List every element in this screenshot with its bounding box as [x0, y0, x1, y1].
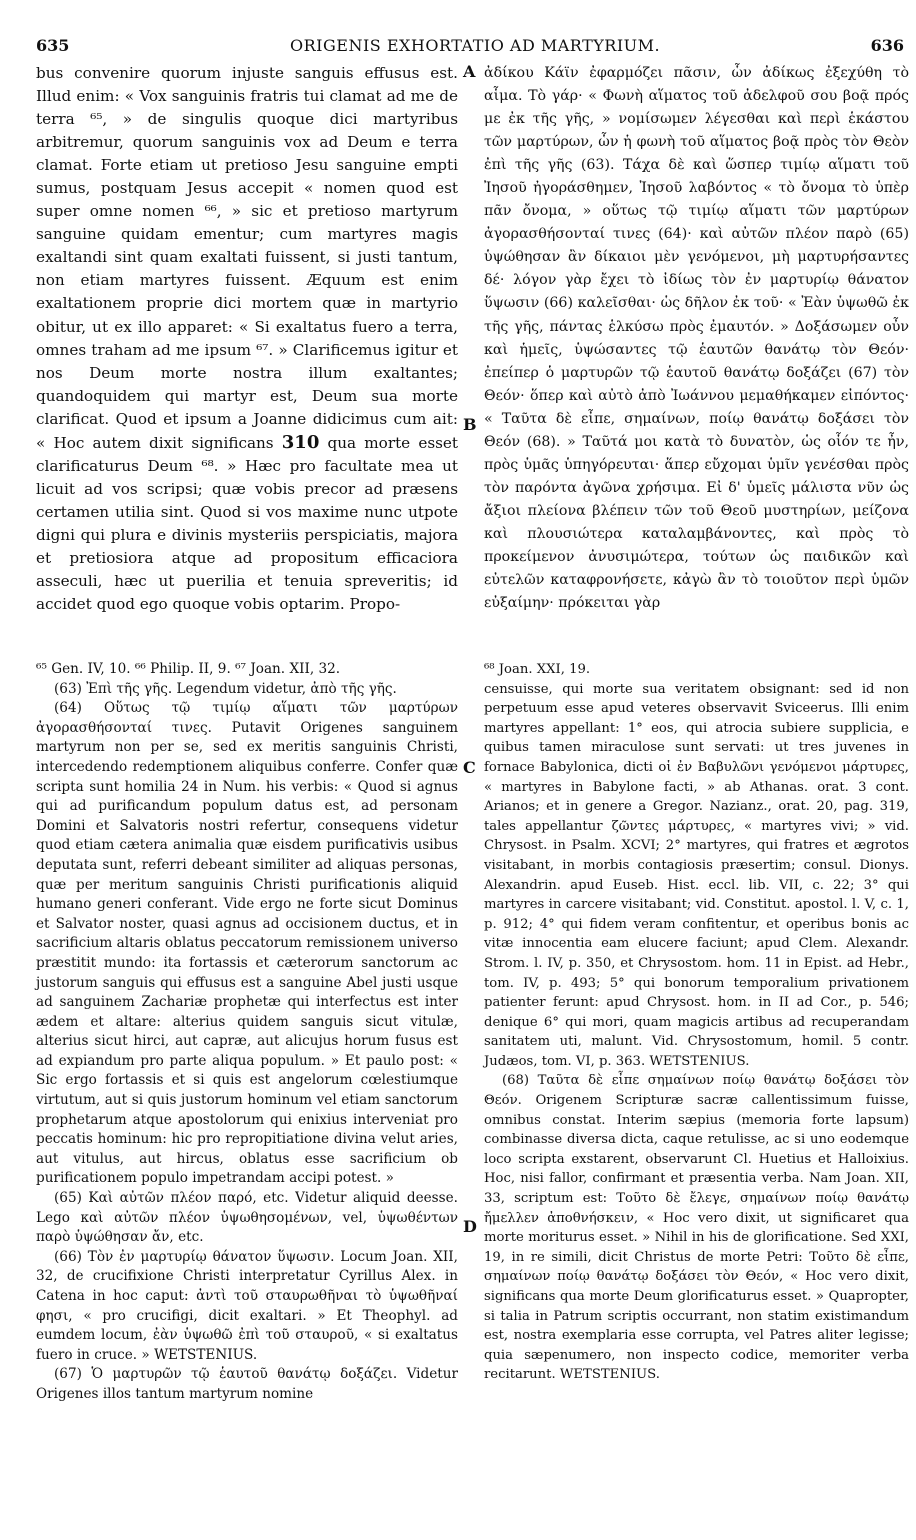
section-marker-b: B [463, 415, 477, 434]
note-64: (64) Οὕτως τῷ τιμίῳ αἵματι τῶν μαρτύρων ἀγορασθήσονταί τινες. Putavit Origenes sanguinem martyrum non per se, sed ex meritis sanguinis Christi, intercedendo redemptionem aliquibus conferre. Confer quæ scripta sunt homilia 24 in Num. his verbis: « Quod si agnus qui ad purificandum populum datus est, ad personam Domini et Salvatoris nostri refertur, consequens videtur quod etiam cætera animalia quæ eisdem purificativis usibus deputata sunt, referri debeant similiter ad aliquas personas, quæ per meritum sanguinis Christi purificationis aliquid humano generi conferant. Vide ergo ne forte sicut Dominus et Salvator noster, quasi agnus ad occisionem ductus, et in sacrificium altaris oblatus peccatorum remissionem universo præstitit mundo: ita fortassis et cæterorum sanctorum ac justorum sanguis qui effusus est a sanguine Abel justi usque ad sanguinem Zachariæ prophetæ qui interfectus est inter ædem et altare: alterius quidem sanguis sicut vitulæ, alterius sicut hirci, aut capræ, aut alicujus horum fusus est ad expiandum pro parte aliqua populum. » Et paulo post: « Sic ergo fortassis et si quis est angelorum cœlestiumque virtutum, aut si quis justorum hominum vel etiam sanctorum prophetarum atque apostolorum qui enixius interveniat pro peccatis hominum: hic pro repropitiatione divina velut aries, aut vitulus, aut hircus, oblatus esse sacrificium ob purificationem populo impetrandam accipi potest. » [36, 700, 458, 1187]
latin-text-part-1: bus convenire quorum injuste sanguis effusus est. Illud enim: « Vox sanguinis fratris tui clamat ad me de terra ⁶⁵, » de singulis quoque dici martyribus arbitremur, quorum sanguinis vox ad Deum e terra clamat. Forte etiam ut pretioso Jesu sanguine empti sumus, postquam Jesus accepit « nomen quod est super omne nomen ⁶⁶, » sic et pretioso martyrum sanguine quidam ementur; cum martyres magis exaltandi sint quam exaltati fuissent, si justi tantum, non etiam martyres fuissent. Æquum est enim exaltationem proprie dici mortem quæ in martyrio obitur, ut ex illo apparet: « Si exaltatus fuero a terra, omnes traham ad me ipsum ⁶⁷. » Clarificemus igitur et nos Deum morte nostra illum exaltantes; quandoquidem qui martyr est, Deum sua morte clarificat. Quod et ipsum a Joanne didicimus cum ait: « Hoc autem dixit significans [36, 64, 458, 452]
footnotes-right [484, 660, 909, 1385]
note-67: (67) Ὁ μαρτυρῶν τῷ ἑαυτοῦ θανάτῳ δοξάζει. Videtur Origenes illos tantum martyrum nomine [36, 1366, 458, 1402]
latin-text-part-2: qua morte esset clarificaturus Deum ⁶⁸. » Hæc pro facultate mea ut licuit ad vos scripsi; quæ vobis precor ad præsens certamen utilia sint. Quod si vos maxime nunc utpote digni qui plura e divinis mysteriis perspiciatis, majora et pretiosiora atque ad propositum efficaciora asseculi, hæc ut puerilia et tenuia spreveritis; id accidet quod ego quoque vobis optarim. Propo- [36, 433, 459, 614]
scripture-refs-left: ⁶⁵ Gen. IV, 10. ⁶⁶ Philip. II, 9. ⁶⁷ Joan. XII, 32. [36, 661, 341, 677]
page-number-left: 635 [36, 36, 70, 55]
note-66: (66) Τὸν ἐν μαρτυρίῳ θάνατον ὕψωσιν. Locum Joan. XII, 32, de crucifixione Christi interpretatur Cyrillus Alex. in Catena in hoc caput: ἀντὶ τοῦ σταυρωθῆναι τὸ ὑψωθῆναί φησι, « pro crucifigi, dicit exaltari. » Et Theophyl. ad eumdem locum, ἐὰν ὑψωθῶ ἐπὶ τοῦ σταυροῦ, « si exaltatus fuero in cruce. » WETSTENIUS. [36, 1248, 458, 1363]
scripture-refs-right: ⁶⁸ Joan. XXI, 19. [484, 662, 591, 677]
latin-main-text [36, 62, 458, 616]
running-title: ORIGENIS EXHORTATIO AD MARTYRIUM. [290, 36, 661, 55]
note-67-continued: censuisse, qui morte sua veritatem obsignant: sed id non perpetuum esse apud veteres observavit Sviceerus. Illi enim martyres appellant: 1° eos, qui atrocia subiere supplicia, e quibus tamen miraculose sunt servati: ut tres juvenes in fornace Babylonica, dicti οἱ ἐν Βαβυλῶνι γενόμενοι μάρτυρες, « martyres in Babylone facti, » ab Athanas. orat. 3 cont. Arianos; et in genere a Gregor. Nazianz., orat. 20, pag. 319, tales appellantur ζῶντες μάρτυρες, « martyres vivi; » vid. Chrysost. in Psalm. XCVI; 2° martyres, qui fratres et ægrotos visitabant, in morbis contagiosis præsertim; consul. Dionys. Alexandrin. apud Euseb. Hist. eccl. lib. VII, c. 22; 3° qui martyres in carcere visitabant; vid. Constitut. apostol. l. V, c. 1, p. 912; 4° qui fidem veram confitentur, et operibus bonis ac vitæ innocentia eam elucere faciunt; apud Clem. Alexandr. Strom. l. IV, p. 350, et Chrysostom. hom. 11 in Epist. ad Hebr., tom. IV, p. 493; 5° qui bonorum temporalium privationem patienter ferunt: apud Chrysost. hom. in II ad Cor., p. 546; denique 6° qui mori, quam magicis artibus ad recuperandam sanitatem uti, malunt. Vid. Chrysostomum, homil. 5 contr. Judæos, tom. VI, p. 363. WETSTENIUS. [484, 681, 909, 1069]
greek-main-text [484, 62, 909, 615]
page-number-right: 636 [870, 36, 904, 55]
section-marker-c: C [463, 758, 476, 777]
section-marker-d: D [463, 1217, 477, 1236]
note-63: (63) Ἐπὶ τῆς γῆς. Legendum videtur, ἀπὸ τῆς γῆς. [54, 680, 397, 697]
note-65: (65) Καὶ αὐτῶν πλέον παρό, etc. Videtur aliquid deesse. Lego καὶ αὐτῶν πλέον ὑψωθησομένων, vel, ὑψωθέντων παρὸ ὑψώθησαν ἄν, etc. [36, 1190, 458, 1246]
section-marker-a: A [463, 62, 476, 81]
column-number: 310 [281, 431, 320, 453]
note-68: (68) Ταῦτα δὲ εἶπε σημαίνων ποίῳ θανάτῳ δοξάσει τὸν Θεόν. Origenem Scripturæ sacræ callentissimum fuisse, omnibus constat. Interim sæpius (memoria forte lapsum) combinasse diversa dicta, caque retulisse, ac si uno eodemque loco scripta exstarent, observarunt Cl. Huetius et Halloixius. Hoc, nisi fallor, confirmant et præsentia verba. Nam Joan. XII, 33, scriptum est: Τοῦτο δὲ ἔλεγε, σημαίνων ποίῳ θανάτῳ ἤμελλεν ἀποθνήσκειν, « Hoc vero dixit, ut significaret qua morte moriturus esset. » Nihil in his de glorificatione. Sed XXI, 19, in re simili, dicit Christus de morte Petri: Τοῦτο δὲ εἶπε, σημαίνων ποίῳ θανάτῳ δοξάσει τὸν Θεόν, « Hoc vero dixit, significans qua morte Deum glorificaturus esset. » Quapropter, si talia in Patrum scriptis occurrant, non statim existimandum est, nostra exemplaria esse corrupta, vel Patres aliter legisse; quia sæpenumero, non inspecto codice, memoriter verba recitarunt. WETSTENIUS. [484, 1073, 909, 1383]
footnotes-left [36, 660, 458, 1405]
greek-text: ἀδίκου Κάϊν ἐφαρμόζει πᾶσιν, ὧν ἀδίκως ἐξεχύθη τὸ αἷμα. Τὸ γάρ· « Φωνὴ αἵματος τοῦ ἀδελφοῦ σου βοᾷ πρός με ἐκ τῆς γῆς, » νομίσωμεν λέγεσθαι καὶ περὶ ἑκάστου τῶν μαρτύρων, ὧν ἡ φωνὴ τοῦ αἵματος βοᾷ πρὸς τὸν Θεὸν ἐπὶ τῆς γῆς (63). Τάχα δὲ καὶ ὥσπερ τιμίῳ αἵματι τοῦ Ἰησοῦ ἠγοράσθημεν, Ἰησοῦ λαβόντος « τὸ ὄνομα τὸ ὑπὲρ πᾶν ὄνομα, » οὕτως τῷ τιμίῳ αἵματι τῶν μαρτύρων ἀγορασθήσονταί τινες (64)· καὶ αὐτῶν πλέον παρὸ (65) ὑψώθησαν ἂν δίκαιοι μὲν γενόμενοι, μὴ μαρτυρήσαντες δέ· λόγον γὰρ ἔχει τὸ ἰδίως τὸν ἐν μαρτυρίῳ θάνατον ὕψωσιν (66) καλεῖσθαι· ὡς δῆλον ἐκ τοῦ· « Ἐὰν ὑψωθῶ ἐκ τῆς γῆς, πάντας ἑλκύσω πρὸς ἐμαυτόν. » Δοξάσωμεν οὖν καὶ ἡμεῖς, ὑψώσαντες τῷ ἑαυτῶν θανάτῳ τὸν Θεόν· ἐπείπερ ὁ μαρτυρῶν τῷ ἑαυτοῦ θανάτῳ δοξάζει (67) τὸν Θεόν· ὅπερ καὶ αὐτὸ ἀπὸ Ἰωάννου μεμαθήκαμεν εἰπόντος· « Ταῦτα δὲ εἶπε, σημαίνων, ποίῳ θανάτῳ δοξάσει τὸν Θεόν (68). » Ταῦτά μοι κατὰ τὸ δυνατὸν, ὡς οἷόν τε ἦν, πρὸς ὑμᾶς ὑπηγόρευται· ἅπερ εὔχομαι ὑμῖν γενέσθαι πρὸς τὸν παρόντα ἀγῶνα χρήσιμα. Εἰ δ' ὑμεῖς μάλιστα νῦν ὡς ἄξιοι πλείονα βλέπειν τῶν τοῦ Θεοῦ μυστηρίων, μείζονα καὶ πλουσιώτερα καταλαμβάνοντες, καὶ πρὸς τὸ προκείμενον ἀνυσιμώτερα, τούτων ὡς παιδικῶν καὶ εὐτελῶν καταφρονήσετε, κἀγὼ ἂν τὸ τοιοῦτον περὶ ὑμῶν εὐξαίμην· πρόκειται γὰρ [484, 65, 909, 612]
page-header [0, 0, 916, 60]
